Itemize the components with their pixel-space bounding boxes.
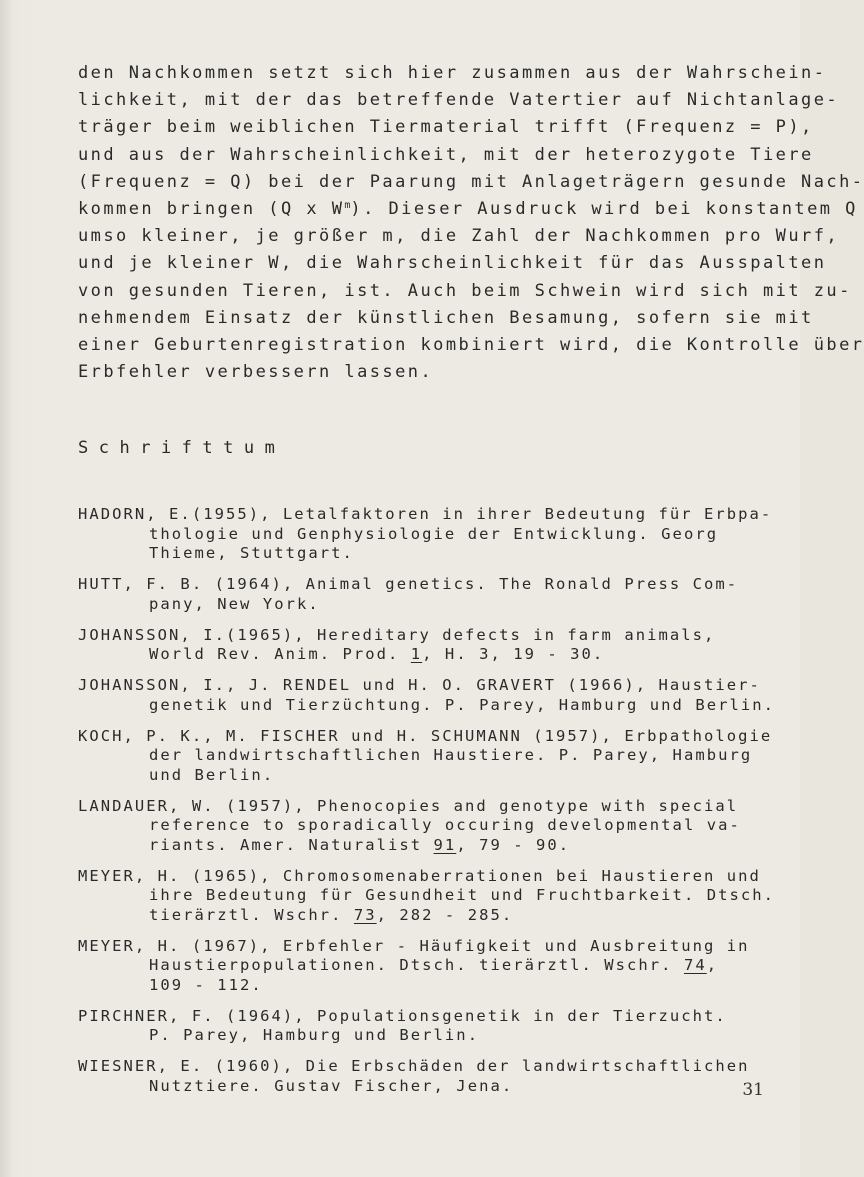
reference-entry	[78, 505, 778, 564]
body-line: nehmendem Einsatz der künstlichen Besamung, sofern sie mit	[78, 307, 814, 328]
reference-line: HADORN, E.(1955), Letalfaktoren in ihrer Bedeutung für Erbpa-	[78, 505, 773, 523]
volume-number: 91	[433, 835, 457, 854]
reference-line: Nutztiere. Gustav Fischer, Jena.	[149, 1076, 514, 1095]
volume-number: 73	[353, 905, 377, 924]
reference-text: , 79 - 90.	[456, 835, 571, 854]
reference-entry	[78, 937, 778, 996]
reference-line: JOHANSSON, I., J. RENDEL und H. O. GRAVERT (1966), Haustier-	[78, 676, 761, 695]
body-line: den Nachkommen setzt sich hier zusammen aus der Wahrschein-	[78, 63, 827, 83]
body-line: Erbfehler verbessern lassen.	[78, 362, 434, 383]
body-line: träger beim weiblichen Tiermaterial trifft (Frequenz = P),	[78, 117, 814, 138]
body-line: und je kleiner W, die Wahrscheinlichkeit für das Ausspalten	[78, 253, 827, 274]
reference-line: genetik und Tierzüchtung. P. Parey, Hamburg und Berlin.	[149, 695, 775, 714]
formula-text-rest: ). Dieser Ausdruck wird bei konstantem Q	[350, 199, 858, 220]
reference-line: Thieme, Stuttgart.	[149, 544, 354, 563]
reference-text: , 282 - 285.	[376, 905, 514, 924]
reference-text: Haustierpopulationen. Dtsch. tierärztl. Wschr.	[149, 956, 684, 975]
body-line-formula	[78, 196, 858, 223]
body-line: lichkeit, mit der das betreffende Vatertier auf Nichtanlage-	[78, 90, 840, 111]
reference-line: pany, New York.	[149, 594, 320, 613]
reference-entry	[78, 575, 778, 614]
reference-line: JOHANSSON, I.(1965), Hereditary defects in farm animals,	[78, 625, 716, 644]
reference-line: PIRCHNER, F. (1964), Populationsgenetik in der Tierzucht.	[78, 1006, 727, 1025]
reference-line: ihre Bedeutung für Gesundheit und Fruchtbarkeit. Dtsch.	[149, 886, 775, 905]
reference-line: P. Parey, Hamburg und Berlin.	[149, 1026, 480, 1045]
reference-line: KOCH, P. K., M. FISCHER und H. SCHUMANN (1957), Erbpathologie	[78, 726, 773, 745]
volume-number: 74	[683, 956, 707, 975]
reference-line	[78, 956, 778, 976]
reference-entry	[78, 1057, 778, 1096]
body-line: einer Geburtenregistration kombiniert wird, die Kontrolle über	[78, 335, 864, 356]
reference-line	[78, 836, 778, 856]
reference-line: und Berlin.	[149, 765, 275, 784]
reference-line: WIESNER, E. (1960), Die Erbschäden der landwirtschaftlichen	[78, 1057, 750, 1076]
reference-text: riants. Amer. Naturalist	[149, 835, 434, 854]
volume-number: 1	[410, 645, 423, 664]
body-line: und aus der Wahrscheinlichkeit, mit der heterozygote Tiere	[78, 144, 814, 165]
reference-text: ,	[706, 956, 719, 975]
formula-exponent: m	[344, 200, 351, 212]
formula-text: kommen bringen (Q x W	[78, 199, 345, 220]
body-paragraph	[78, 60, 864, 386]
reference-entry	[78, 727, 778, 786]
reference-entry	[78, 797, 778, 856]
reference-line: thologie und Genphysiologie der Entwicklung. Georg	[149, 524, 719, 543]
reference-text: tierärztl. Wschr.	[149, 905, 354, 924]
section-heading: Schrifttum	[78, 438, 286, 458]
reference-line: HUTT, F. B. (1964), Animal genetics. The Ronald Press Com-	[78, 575, 739, 594]
reference-line: der landwirtschaftlichen Haustiere. P. Parey, Hamburg	[149, 746, 753, 765]
body-line: (Frequenz = Q) bei der Paarung mit Anlageträgern gesunde Nach-	[78, 171, 864, 192]
reference-text: World Rev. Anim. Prod.	[149, 645, 411, 664]
reference-line: MEYER, H. (1967), Erbfehler - Häufigkeit und Ausbreitung in	[78, 936, 750, 955]
reference-line: 109 - 112.	[149, 975, 263, 994]
reference-text: , H. 3, 19 - 30.	[422, 645, 605, 664]
reference-line	[78, 645, 778, 665]
reference-line: MEYER, H. (1965), Chromosomenaberrationen bei Haustieren und	[78, 866, 761, 885]
reference-entry	[78, 1007, 778, 1046]
reference-list	[78, 505, 778, 1108]
body-line: umso kleiner, je größer m, die Zahl der Nachkommen pro Wurf,	[78, 226, 840, 247]
body-line: von gesunden Tieren, ist. Auch beim Schwein wird sich mit zu-	[78, 280, 852, 301]
reference-entry	[78, 676, 778, 715]
reference-entry	[78, 867, 778, 926]
page-number: 31	[742, 1080, 764, 1100]
reference-line: LANDAUER, W. (1957), Phenocopies and genotype with special	[78, 796, 739, 815]
reference-line	[78, 906, 778, 926]
reference-line: reference to sporadically occuring developmental va-	[149, 816, 741, 835]
reference-entry	[78, 626, 778, 665]
